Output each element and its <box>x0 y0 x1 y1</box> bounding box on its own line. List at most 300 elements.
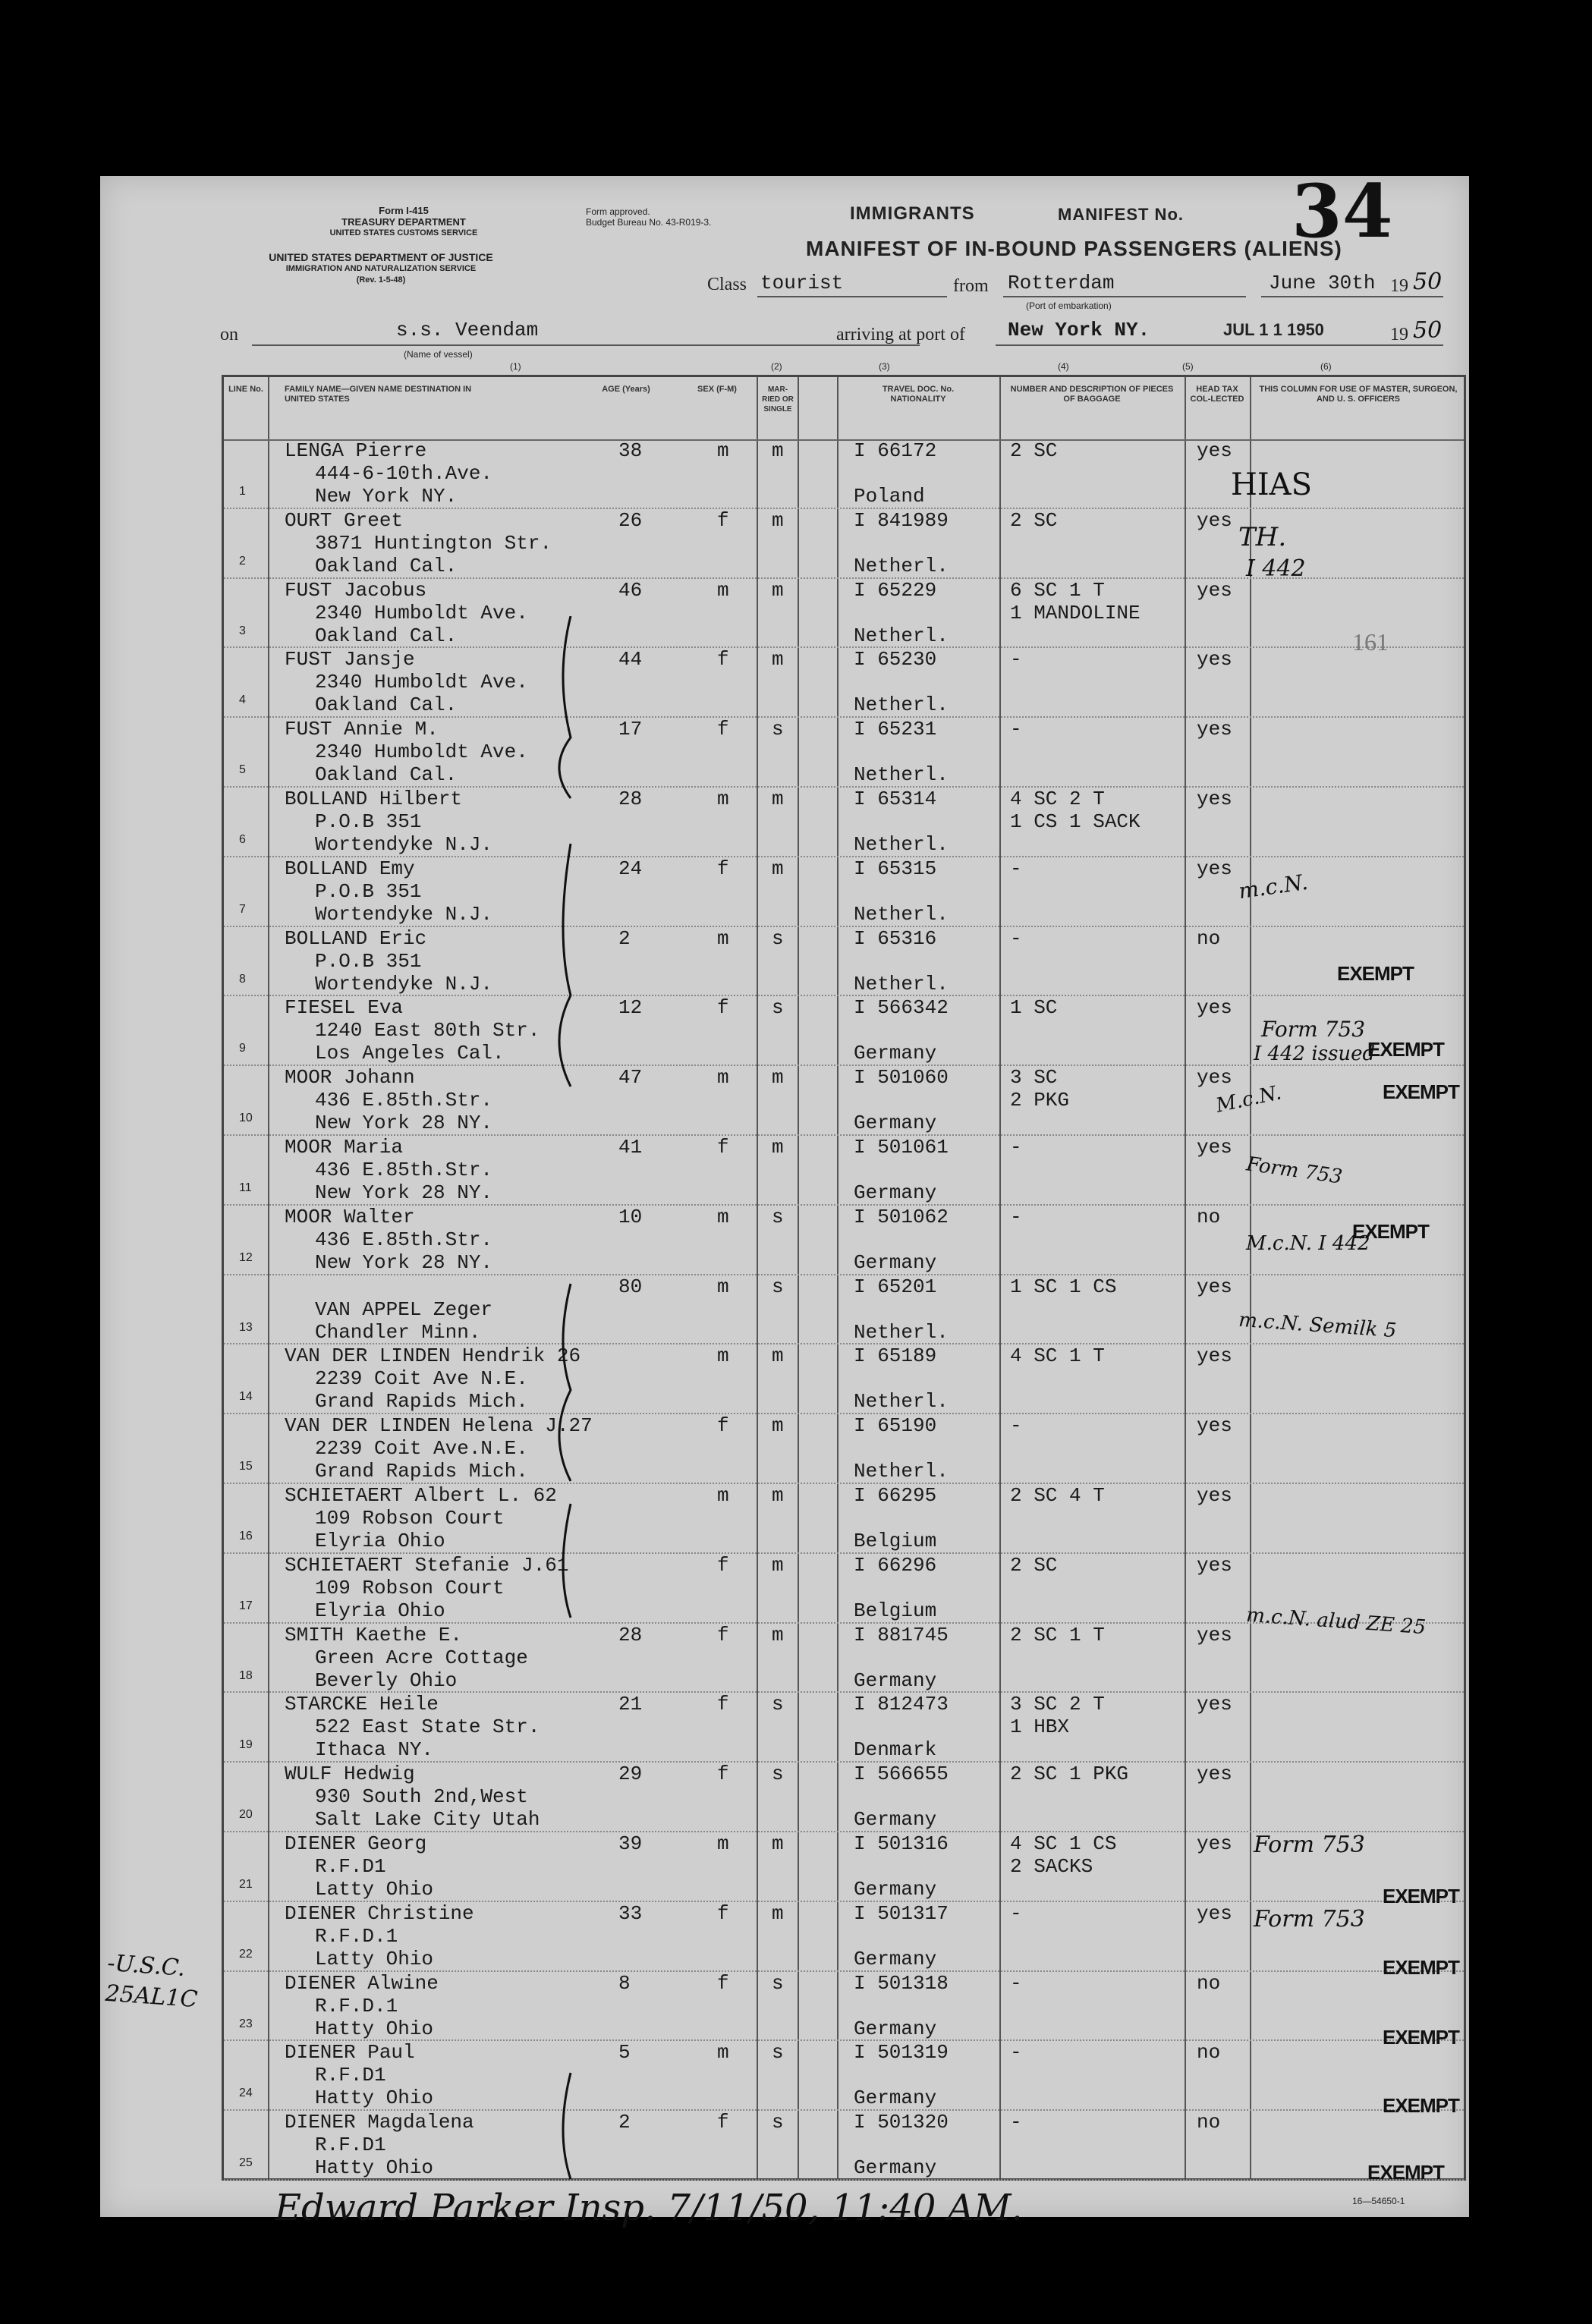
line-number: 13 <box>239 1320 253 1334</box>
sex-cell: m <box>717 1066 729 1090</box>
marital-cell: m <box>772 1136 784 1159</box>
baggage-cell: - <box>1010 648 1022 671</box>
city-line: Hatty Ohio <box>315 2087 434 2110</box>
arrival-stamp-date: JUL 1 1 1950 <box>1223 320 1324 339</box>
head-tax-cell: yes <box>1197 788 1232 810</box>
head-tax-cell: yes <box>1197 857 1232 880</box>
passenger-name: DIENER Paul <box>285 2041 415 2065</box>
city-line: Hatty Ohio <box>315 2156 434 2180</box>
age-cell: 41 <box>618 1136 643 1159</box>
age-cell: 2 <box>618 926 631 950</box>
travel-doc-cell: I 501318 <box>854 1971 949 1995</box>
marital-cell: m <box>772 1414 784 1438</box>
date-value: June 30th <box>1269 272 1376 294</box>
line-number: 16 <box>239 1530 253 1543</box>
city-line: Ithaca NY. <box>315 1738 434 1762</box>
age-cell: 47 <box>618 1066 643 1090</box>
marital-cell: s <box>772 996 784 1020</box>
city-line: Oakland Cal. <box>315 763 458 787</box>
head-tax-cell: yes <box>1197 508 1232 532</box>
exempt-stamp: EXEMPT <box>1383 1885 1459 1907</box>
travel-doc-cell: I 501062 <box>854 1205 949 1228</box>
annotation-form753a: Form 753 <box>1261 1017 1366 1042</box>
baggage-cell: 2 SC 4 T <box>1010 1484 1105 1507</box>
baggage-cell: 2 SC <box>1010 1553 1058 1577</box>
vessel-value: s.s. Veendam <box>396 319 539 341</box>
col-head-traveldoc: TRAVEL DOC. No. NATIONALITY <box>882 385 955 404</box>
nationality-cell: Germany <box>854 1181 937 1204</box>
passenger-name: SCHIETAERT Stefanie J.61 <box>285 1553 569 1577</box>
marital-cell: m <box>772 788 784 810</box>
line-number: 15 <box>239 1460 253 1473</box>
col-number: (3) <box>879 361 890 372</box>
sex-cell: f <box>717 718 729 741</box>
head-tax-cell: yes <box>1197 1344 1232 1368</box>
manifest-title: MANIFEST OF IN-BOUND PASSENGERS (ALIENS) <box>806 237 1342 260</box>
exempt-stamp: EXEMPT <box>1383 1080 1459 1103</box>
line-number: 25 <box>239 2156 253 2170</box>
approval-block <box>586 206 711 228</box>
nationality-cell: Belgium <box>854 1599 937 1622</box>
head-tax-cell: yes <box>1197 1553 1232 1577</box>
head-tax-cell: yes <box>1197 1275 1232 1298</box>
address-line: 2239 Coit Ave.N.E. <box>315 1437 528 1461</box>
address-line: Green Acre Cottage <box>315 1646 528 1669</box>
exempt-stamp: EXEMPT <box>1383 2094 1459 2117</box>
age-cell: 26 <box>618 508 643 532</box>
marital-cell: m <box>772 1484 784 1507</box>
age-cell: 21 <box>618 1693 643 1716</box>
manifest-no-value: 34 <box>1292 168 1393 254</box>
family-brace-marks <box>525 616 616 2209</box>
exempt-stamp: EXEMPT <box>1383 2026 1459 2049</box>
head-tax-cell: yes <box>1197 1066 1232 1090</box>
travel-doc-cell: I 501316 <box>854 1832 949 1855</box>
city-line: Grand Rapids Mich. <box>315 1460 528 1483</box>
table-row <box>224 1275 1464 1345</box>
table-row <box>224 2041 1464 2111</box>
sex-cell: m <box>717 578 729 602</box>
address-line: 2340 Humboldt Ave. <box>315 741 528 764</box>
address-line: 930 South 2nd,West <box>315 1785 528 1809</box>
line-number: 3 <box>239 624 246 637</box>
nationality-cell: Germany <box>854 1250 937 1274</box>
passenger-name: BOLLAND Eric <box>285 926 427 950</box>
sex-cell: m <box>717 926 729 950</box>
annotation-i442b: I 442 issued <box>1254 1042 1376 1065</box>
travel-doc-cell: I 65231 <box>854 718 937 741</box>
sex-cell: f <box>717 1414 729 1438</box>
nationality-cell: Netherl. <box>854 972 949 995</box>
travel-doc-cell: I 841989 <box>854 508 949 532</box>
age-cell: 38 <box>618 439 643 462</box>
passenger-name: SCHIETAERT Albert L. 62 <box>285 1484 557 1507</box>
travel-doc-cell: I 65314 <box>854 788 937 810</box>
col-number: (4) <box>1058 361 1069 372</box>
table-row <box>224 1414 1464 1484</box>
annotation-hias: HIAS <box>1231 467 1312 502</box>
address-line: 2239 Coit Ave N.E. <box>315 1367 528 1391</box>
marital-cell: m <box>772 1066 784 1090</box>
line-number: 10 <box>239 1112 253 1125</box>
address-line: P.O.B 351 <box>315 810 422 833</box>
age-cell: 10 <box>618 1205 643 1228</box>
form-number-block <box>290 205 518 239</box>
address-line: 109 Robson Court <box>315 1507 505 1530</box>
address-line: R.F.D1 <box>315 2134 386 2157</box>
arriving-label: arriving at port of <box>836 325 965 344</box>
passenger-name: DIENER Alwine <box>285 1971 439 1995</box>
marital-cell: m <box>772 578 784 602</box>
line-number: 6 <box>239 833 246 846</box>
sex-cell: m <box>717 788 729 810</box>
city-line: Beverly Ohio <box>315 1668 458 1692</box>
nationality-cell: Netherl. <box>854 763 949 787</box>
head-tax-cell: yes <box>1197 1763 1232 1786</box>
port-underline <box>996 344 1443 346</box>
passenger-name: FIESEL Eva <box>285 996 404 1020</box>
marital-cell: s <box>772 2041 784 2065</box>
baggage-cell: 4 SC 1 CS <box>1010 1832 1117 1855</box>
sex-cell: f <box>717 1553 729 1577</box>
nationality-cell: Netherl. <box>854 1460 949 1483</box>
annotation-mcn4: m.c.N. Semilk 5 <box>1238 1308 1398 1343</box>
address-line: P.O.B 351 <box>315 879 422 903</box>
sex-cell: m <box>717 439 729 462</box>
marital-cell: m <box>772 508 784 532</box>
sex-cell: f <box>717 508 729 532</box>
table-row <box>224 1344 1464 1414</box>
col-head-name: FAMILY NAME—GIVEN NAME DESTINATION IN UNITED STATES <box>285 385 472 404</box>
nationality-cell: Netherl. <box>854 1390 949 1414</box>
address-line: R.F.D1 <box>315 2064 386 2087</box>
age-cell: 80 <box>618 1275 643 1298</box>
line-number: 22 <box>239 1947 253 1961</box>
passenger-name: MOOR Maria <box>285 1136 404 1159</box>
print-code: 16—54650-1 <box>1352 2196 1405 2206</box>
age-cell: 12 <box>618 996 643 1020</box>
line-number: 20 <box>239 1808 253 1822</box>
col-head-married: MAR-RIED OR SINGLE <box>762 385 794 414</box>
row-rule <box>224 2179 1464 2181</box>
address-line: 436 E.85th.Str. <box>315 1159 493 1181</box>
table-row <box>224 2111 1464 2181</box>
baggage-cell-2: 1 MANDOLINE <box>1010 601 1141 624</box>
col-number: (1) <box>510 361 521 372</box>
head-tax-cell: yes <box>1197 1484 1232 1507</box>
annotation-mcn3: M.c.N. I 442 <box>1246 1232 1370 1255</box>
annotation-mcn1: m.c.N. <box>1237 869 1310 904</box>
travel-doc-cell: I 501060 <box>854 1066 949 1090</box>
sex-cell: f <box>717 1763 729 1786</box>
head-tax-cell: yes <box>1197 1832 1232 1855</box>
head-tax-cell: yes <box>1197 996 1232 1020</box>
baggage-cell: 4 SC 1 T <box>1010 1344 1105 1368</box>
annotation-form753c: Form 753 <box>1254 1832 1365 1858</box>
baggage-cell: - <box>1010 1414 1022 1438</box>
passenger-name: DIENER Magdalena <box>285 2111 474 2134</box>
address-line: 109 Robson Court <box>315 1576 505 1599</box>
manifest-page <box>100 168 1469 2229</box>
city-line: New York NY. <box>315 485 458 508</box>
inspector-signature: Edward Parker Insp. 7/11/50, 11:40 AM. <box>275 2187 1023 2229</box>
travel-doc-cell: I 65189 <box>854 1344 937 1368</box>
marital-cell: m <box>772 857 784 880</box>
city-line: Elyria Ohio <box>315 1599 445 1622</box>
address-line: 3871 Huntington Str. <box>315 531 552 555</box>
nationality-cell: Germany <box>854 2156 937 2180</box>
baggage-cell: 2 SC <box>1010 508 1058 532</box>
passenger-name: DIENER Georg <box>285 1832 427 1855</box>
travel-doc-cell: I 501061 <box>854 1136 949 1159</box>
head-tax-cell: no <box>1197 1205 1221 1228</box>
age-cell: 24 <box>618 857 643 880</box>
age-cell: 17 <box>618 718 643 741</box>
stamp-161: 161 <box>1352 628 1389 656</box>
nationality-cell: Netherl. <box>854 1320 949 1344</box>
marital-cell: m <box>772 1553 784 1577</box>
city-line: New York 28 NY. <box>315 1181 493 1204</box>
sex-cell: f <box>717 1623 729 1646</box>
form-line: UNITED STATES CUSTOMS SERVICE <box>329 228 478 237</box>
head-tax-cell: no <box>1197 2111 1221 2134</box>
city-line: Wortendyke N.J. <box>315 833 493 856</box>
city-line: Wortendyke N.J. <box>315 902 493 926</box>
nationality-cell: Netherl. <box>854 554 949 577</box>
sex-cell: f <box>717 857 729 880</box>
travel-doc-cell: I 812473 <box>854 1693 949 1716</box>
sex-cell: f <box>717 648 729 671</box>
baggage-cell: 6 SC 1 T <box>1010 578 1105 602</box>
sex-cell: m <box>717 1832 729 1855</box>
city-line: Oakland Cal. <box>315 693 458 717</box>
class-value: tourist <box>760 272 844 294</box>
head-tax-cell: yes <box>1197 1693 1232 1716</box>
exempt-stamp: EXEMPT <box>1352 1220 1429 1243</box>
travel-doc-cell: I 66296 <box>854 1553 937 1577</box>
marital-cell: s <box>772 2111 784 2134</box>
from-underline <box>1003 296 1246 297</box>
passenger-name: BOLLAND Emy <box>285 857 415 880</box>
nationality-cell: Netherl. <box>854 833 949 856</box>
nationality-cell: Netherl. <box>854 693 949 717</box>
passenger-name: STARCKE Heile <box>285 1693 439 1716</box>
immigrants-label: IMMIGRANTS <box>850 203 975 224</box>
address-line: 1240 East 80th Str. <box>315 1019 540 1042</box>
city-line: Oakland Cal. <box>315 554 458 577</box>
nationality-cell: Belgium <box>854 1530 937 1552</box>
approval-line: Budget Bureau No. 43-R019-3. <box>586 217 712 228</box>
travel-doc-cell: I 66295 <box>854 1484 937 1507</box>
marital-cell: m <box>772 648 784 671</box>
table-row <box>224 579 1464 649</box>
col-head-baggage: NUMBER AND DESCRIPTION OF PIECES OF BAGGAGE <box>1010 385 1174 404</box>
table-row <box>224 788 1464 857</box>
line-number: 2 <box>239 554 246 568</box>
table-row <box>224 648 1464 718</box>
vessel-note: (Name of vessel) <box>404 349 473 360</box>
passenger-name: SMITH Kaethe E. <box>285 1623 463 1646</box>
table-row <box>224 1972 1464 2042</box>
col-head-officers: THIS COLUMN FOR USE OF MASTER, SURGEON, AND U. S. OFFICERS <box>1259 385 1458 404</box>
head-tax-cell: no <box>1197 926 1221 950</box>
annotation-mcn5: m.c.N. alud ZE 25 <box>1245 1603 1427 1640</box>
age-cell: 44 <box>618 648 643 671</box>
exempt-stamp: EXEMPT <box>1367 1038 1444 1061</box>
address-line: R.F.D.1 <box>315 1994 398 2017</box>
line-number: 24 <box>239 2087 253 2100</box>
travel-doc-cell: I 65201 <box>854 1275 937 1298</box>
marital-cell: s <box>772 1763 784 1786</box>
form-line: Form I-415 <box>379 205 429 216</box>
travel-doc-cell: I 566342 <box>854 996 949 1020</box>
marital-cell: s <box>772 1205 784 1228</box>
city-line: Latty Ohio <box>315 1947 434 1970</box>
doj-line: (Rev. 1-5-48) <box>356 275 406 285</box>
passenger-name: FUST Jansje <box>285 648 415 671</box>
marital-cell: m <box>772 1901 784 1925</box>
line-number: 21 <box>239 1878 253 1891</box>
sex-cell: m <box>717 1275 729 1298</box>
line-number: 17 <box>239 1599 253 1612</box>
col-head-age: AGE (Years) <box>602 385 650 394</box>
annotation-i442: I 442 <box>1246 555 1306 582</box>
annotation-th: TH. <box>1238 522 1287 552</box>
col-number: (6) <box>1320 361 1332 372</box>
exempt-stamp: EXEMPT <box>1367 2161 1444 2184</box>
city-line: Elyria Ohio <box>315 1530 445 1552</box>
table-row <box>224 927 1464 997</box>
address-line: P.O.B 351 <box>315 949 422 973</box>
address-line: 436 E.85th.Str. <box>315 1228 493 1251</box>
col-head-headtax: HEAD TAX COL-LECTED <box>1190 385 1244 404</box>
marital-cell: s <box>772 926 784 950</box>
line-number: 19 <box>239 1738 253 1752</box>
address-line: R.F.D.1 <box>315 1924 398 1948</box>
sex-cell: m <box>717 2041 729 2065</box>
city-line: New York 28 NY. <box>315 1112 493 1135</box>
arrive-year-prefix: 19 <box>1390 325 1408 344</box>
head-tax-cell: yes <box>1197 439 1232 462</box>
baggage-cell-2: 2 SACKS <box>1010 1855 1093 1878</box>
manifest-no-label: MANIFEST No. <box>1058 205 1184 224</box>
nationality-cell: Poland <box>854 485 925 508</box>
marital-cell: m <box>772 439 784 462</box>
age-cell: 39 <box>618 1832 643 1855</box>
line-number: 5 <box>239 763 246 777</box>
nationality-cell: Germany <box>854 1042 937 1065</box>
baggage-cell: - <box>1010 2041 1022 2065</box>
table-row <box>224 1484 1464 1554</box>
line-number: 8 <box>239 972 246 986</box>
baggage-cell: 1 SC 1 CS <box>1010 1275 1117 1298</box>
passenger-name: MOOR Walter <box>285 1205 415 1228</box>
travel-doc-cell: I 501320 <box>854 2111 949 2134</box>
head-tax-cell: yes <box>1197 648 1232 671</box>
head-tax-cell: yes <box>1197 1901 1232 1925</box>
col-head-sex: SEX (F-M) <box>697 385 737 394</box>
nationality-cell: Germany <box>854 2087 937 2110</box>
travel-doc-cell: I 65230 <box>854 648 937 671</box>
head-tax-cell: no <box>1197 2041 1221 2065</box>
form-line: TREASURY DEPARTMENT <box>341 216 466 228</box>
nationality-cell: Germany <box>854 1112 937 1135</box>
doj-line: UNITED STATES DEPARTMENT OF JUSTICE <box>269 251 493 263</box>
passenger-name: VAN DER LINDEN Hendrik 26 <box>285 1344 581 1368</box>
baggage-cell: 2 SC 1 T <box>1010 1623 1105 1646</box>
col-number: (2) <box>771 361 782 372</box>
age-cell: 2 <box>618 2111 631 2134</box>
nationality-cell: Germany <box>854 1947 937 1970</box>
annotation-form753b: Form 753 <box>1244 1153 1344 1189</box>
annotation-form753d: Form 753 <box>1254 1906 1365 1932</box>
line-number: 12 <box>239 1250 253 1264</box>
sex-cell: m <box>717 1205 729 1228</box>
marital-cell: s <box>772 1275 784 1298</box>
head-tax-cell: yes <box>1197 1623 1232 1646</box>
exempt-stamp: EXEMPT <box>1383 1956 1459 1979</box>
age-cell: 5 <box>618 2041 631 2065</box>
city-line: Hatty Ohio <box>315 2017 434 2040</box>
doj-line: IMMIGRATION AND NATURALIZATION SERVICE <box>285 264 477 273</box>
nationality-cell: Netherl. <box>854 902 949 926</box>
baggage-cell-2: 1 CS 1 SACK <box>1010 810 1141 833</box>
date-year-prefix: 19 <box>1390 276 1408 296</box>
table-row <box>224 1693 1464 1763</box>
age-cell: 28 <box>618 1623 643 1646</box>
vessel-underline <box>252 344 920 346</box>
passenger-name: WULF Hedwig <box>285 1763 415 1786</box>
line-number: 1 <box>239 485 246 498</box>
baggage-cell: - <box>1010 718 1022 741</box>
head-tax-cell: no <box>1197 1971 1221 1995</box>
travel-doc-cell: I 66172 <box>854 439 937 462</box>
baggage-cell: 3 SC <box>1010 1066 1058 1090</box>
city-line: Los Angeles Cal. <box>315 1042 505 1065</box>
date-underline <box>1261 296 1443 297</box>
passenger-name: BOLLAND Hilbert <box>285 788 463 810</box>
address-line: 522 East State Str. <box>315 1715 540 1739</box>
baggage-cell-2: 1 HBX <box>1010 1715 1070 1739</box>
nationality-cell: Netherl. <box>854 624 949 647</box>
baggage-cell: 4 SC 2 T <box>1010 788 1105 810</box>
marital-cell: s <box>772 1971 784 1995</box>
baggage-cell: 2 SC 1 PKG <box>1010 1763 1129 1786</box>
passenger-name: FUST Jacobus <box>285 578 427 602</box>
table-row <box>224 718 1464 788</box>
city-line: Oakland Cal. <box>315 624 458 647</box>
from-label: from <box>953 276 989 296</box>
sex-cell: f <box>717 1693 729 1716</box>
sex-cell: f <box>717 1136 729 1159</box>
baggage-cell-2: 2 PKG <box>1010 1089 1070 1112</box>
travel-doc-cell: I 566655 <box>854 1763 949 1786</box>
travel-doc-cell: I 65190 <box>854 1414 937 1438</box>
city-line: Salt Lake City Utah <box>315 1808 540 1832</box>
date-year: 50 <box>1413 269 1443 295</box>
travel-doc-cell: I 501317 <box>854 1901 949 1925</box>
port-embark-note: (Port of embarkation) <box>1026 300 1112 311</box>
sex-cell: f <box>717 1971 729 1995</box>
marital-cell: m <box>772 1623 784 1646</box>
marital-cell: m <box>772 1344 784 1368</box>
city-line: Grand Rapids Mich. <box>315 1390 528 1414</box>
nationality-cell: Germany <box>854 1668 937 1692</box>
sex-cell: f <box>717 996 729 1020</box>
head-tax-cell: yes <box>1197 718 1232 741</box>
nationality-cell: Germany <box>854 1878 937 1901</box>
baggage-cell: 1 SC <box>1010 996 1058 1020</box>
